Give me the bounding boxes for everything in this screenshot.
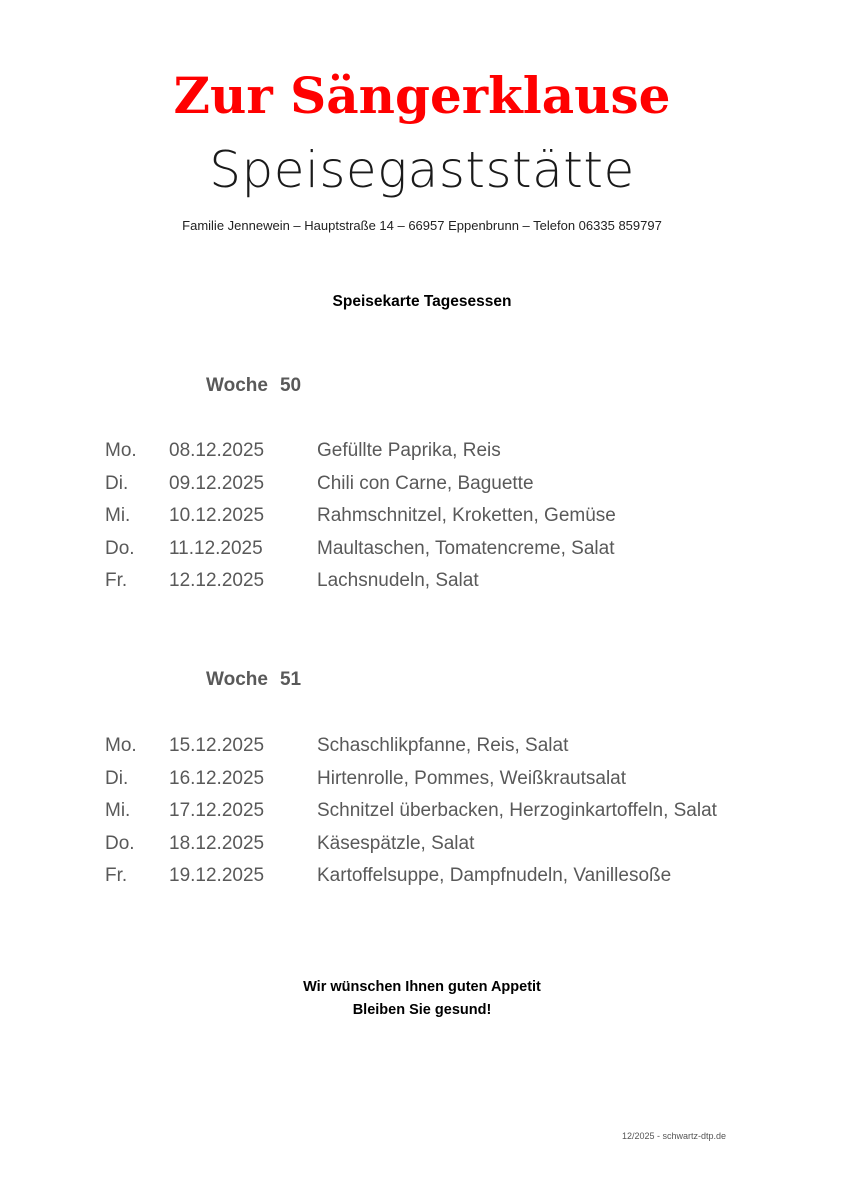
- dish: Hirtenrolle, Pommes, Weißkrautsalat: [317, 767, 627, 789]
- day-label: Mi.: [105, 505, 131, 527]
- dish: Maultaschen, Tomatencreme, Salat: [317, 537, 615, 559]
- date: 17.12.2025: [169, 800, 265, 822]
- day-label: Fr.: [105, 865, 128, 887]
- dish: Chili con Carne, Baguette: [317, 472, 534, 494]
- day-label: Do.: [105, 537, 135, 559]
- menu-row: [105, 767, 805, 800]
- dish: Schaschlikpfanne, Reis, Salat: [317, 735, 569, 756]
- menu-title: Speisekarte Tagesessen: [332, 293, 512, 310]
- closing-message: [0, 976, 844, 1022]
- menu-row: [105, 734, 805, 767]
- dish: Rahmschnitzel, Kroketten, Gemüse: [317, 505, 616, 527]
- week-number: 50: [279, 375, 302, 396]
- day-label: Mo.: [105, 440, 137, 461]
- week-50-list: [105, 439, 805, 602]
- menu-row: [105, 864, 805, 897]
- menu-row: [105, 799, 805, 832]
- closing-line-1: Wir wünschen Ihnen guten Appetit: [303, 979, 541, 995]
- date: 15.12.2025: [169, 735, 265, 756]
- date: 18.12.2025: [169, 832, 265, 854]
- restaurant-subtitle: Speisegaststätte: [209, 141, 635, 199]
- day-label: Di.: [105, 767, 129, 789]
- menu-row: [105, 832, 805, 865]
- dish: Kartoffelsuppe, Dampfnudeln, Vanillesoße: [317, 865, 672, 887]
- menu-row: [105, 472, 805, 505]
- week-51-list: [105, 734, 805, 897]
- dish: Gefüllte Paprika, Reis: [317, 440, 501, 461]
- dish: Schnitzel überbacken, Herzoginkartoffeln, Salat: [317, 800, 717, 822]
- day-label: Fr.: [105, 570, 128, 592]
- footer-credit: 12/2025 - schwartz-dtp.de: [622, 1131, 727, 1141]
- menu-row: [105, 504, 805, 537]
- menu-row: [105, 439, 805, 472]
- date: 08.12.2025: [169, 440, 265, 461]
- menu-row: [105, 569, 805, 602]
- day-label: Do.: [105, 832, 135, 854]
- week-label: Woche: [206, 375, 268, 396]
- address-line: Familie Jennewein – Hauptstraße 14 – 66957 Eppenbrunn – Telefon 06335 859797: [182, 218, 662, 233]
- closing-line-2: Bleiben Sie gesund!: [352, 1002, 492, 1018]
- week-number: 51: [279, 669, 302, 690]
- day-label: Mi.: [105, 800, 131, 822]
- week-heading: [206, 374, 301, 398]
- dish: Käsespätzle, Salat: [317, 832, 475, 854]
- date: 12.12.2025: [169, 570, 265, 592]
- date: 10.12.2025: [169, 505, 265, 527]
- date: 19.12.2025: [169, 865, 265, 887]
- restaurant-name: Zur Sängerklause: [173, 66, 671, 125]
- week-heading: [206, 668, 301, 692]
- date: 16.12.2025: [169, 767, 265, 789]
- date: 11.12.2025: [169, 537, 263, 559]
- date: 09.12.2025: [169, 472, 265, 494]
- menu-row: [105, 537, 805, 570]
- day-label: Mo.: [105, 735, 137, 756]
- dish: Lachsnudeln, Salat: [317, 570, 479, 592]
- day-label: Di.: [105, 472, 129, 494]
- week-label: Woche: [206, 669, 268, 690]
